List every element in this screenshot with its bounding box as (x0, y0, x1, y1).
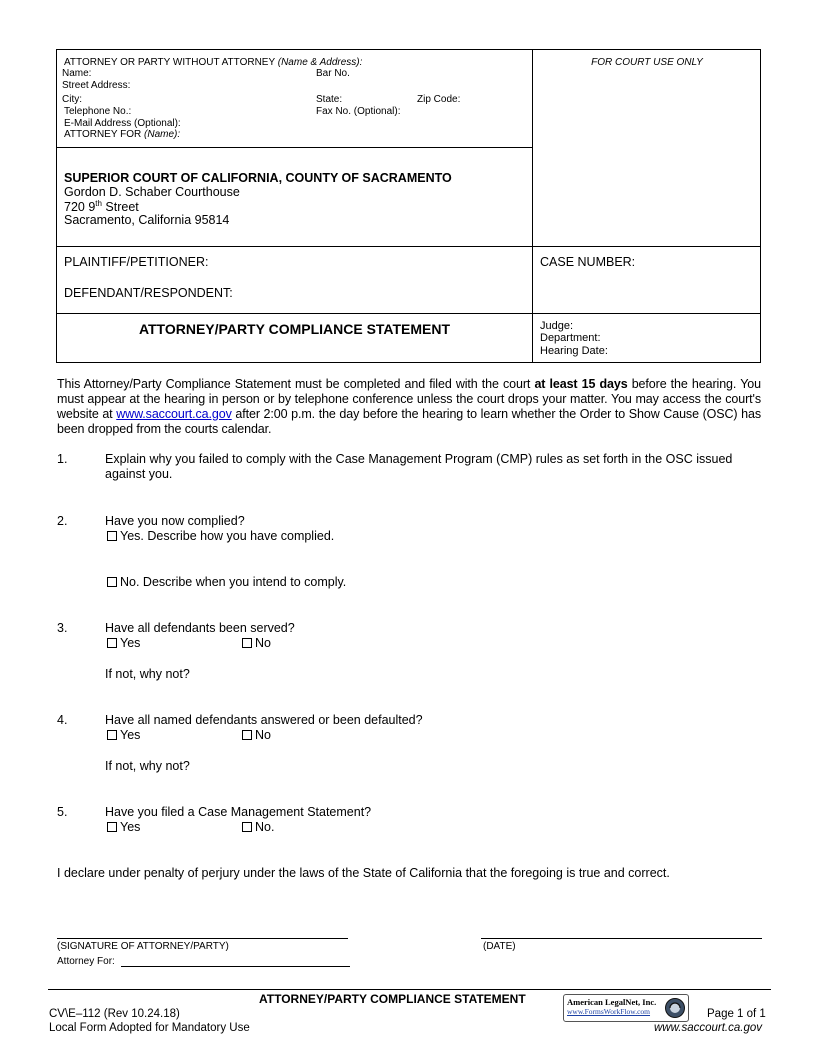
q4-text: Have all named defendants answered or been defaulted? (105, 713, 423, 727)
q5-yes-checkbox[interactable] (107, 822, 117, 832)
q5-no-checkbox[interactable] (242, 822, 252, 832)
q2-yes-option[interactable]: Yes. Describe how you have complied. (107, 529, 334, 544)
attorney-for-label: ATTORNEY FOR (Name): (64, 129, 181, 140)
q3-text: Have all defendants been served? (105, 621, 295, 635)
bar-no-label: Bar No. (316, 68, 350, 79)
q2-text: Have you now complied? (105, 514, 245, 528)
header-outer-box (56, 49, 761, 363)
attorney-for-line[interactable] (121, 966, 350, 967)
email-label: E-Mail Address (Optional): (64, 118, 181, 129)
divider-attorney-court (56, 147, 533, 148)
q3-no-option[interactable]: No (242, 636, 271, 651)
q1-number: 1. (57, 452, 68, 466)
plaintiff-label: PLAINTIFF/PETITIONER: (64, 255, 209, 269)
name-label: Name: (62, 68, 92, 79)
globe-icon (664, 997, 686, 1019)
q5-text: Have you filed a Case Management Statement? (105, 805, 372, 819)
q3-no-checkbox[interactable] (242, 638, 252, 648)
date-label: (DATE) (483, 941, 516, 952)
date-line[interactable] (481, 938, 762, 939)
form-id: CV\E–112 (Rev 10.24.18) (49, 1008, 180, 1020)
state-label: State: (316, 94, 343, 105)
department-label: Department: (540, 332, 601, 344)
footer-website: www.saccourt.ca.gov (654, 1022, 763, 1034)
q4-yes-checkbox[interactable] (107, 730, 117, 740)
q3-yes-option[interactable]: Yes (107, 636, 140, 651)
q4-no-checkbox[interactable] (242, 730, 252, 740)
signature-line[interactable] (57, 938, 348, 939)
divider-court-parties (56, 246, 761, 247)
q5-yes-option[interactable]: Yes (107, 820, 140, 835)
q5-number: 5. (57, 805, 68, 819)
q3-yes-checkbox[interactable] (107, 638, 117, 648)
q3-number: 3. (57, 621, 68, 635)
q2-no-option[interactable]: No. Describe when you intend to comply. (107, 575, 346, 590)
header-vertical-divider (532, 49, 533, 363)
form-title: ATTORNEY/PARTY COMPLIANCE STATEMENT (138, 321, 451, 337)
q5-no-option[interactable]: No. (242, 820, 274, 835)
page-number: Page 1 of 1 (707, 1008, 766, 1020)
phone-label: Telephone No.: (64, 106, 132, 117)
courthouse-name: Gordon D. Schaber Courthouse (64, 185, 240, 199)
q2-number: 2. (57, 514, 68, 528)
hearing-date-label: Hearing Date: (540, 345, 608, 357)
q3-why-label: If not, why not? (105, 667, 190, 681)
q2-yes-checkbox[interactable] (107, 531, 117, 541)
court-use-label: FOR COURT USE ONLY (591, 57, 703, 68)
logo-company: American LegalNet, Inc. (567, 997, 657, 1007)
logo-url: www.FormsWorkFlow.com (567, 1007, 651, 1016)
footer-title: ATTORNEY/PARTY COMPLIANCE STATEMENT (259, 992, 526, 1006)
attorney-for-sig-label: Attorney For: (57, 956, 115, 967)
fax-label: Fax No. (Optional): (316, 106, 401, 117)
adopted-label: Local Form Adopted for Mandatory Use (49, 1022, 250, 1034)
case-number-label: CASE NUMBER: (540, 255, 636, 269)
court-street: 720 9th Street (64, 199, 139, 215)
intro-paragraph: This Attorney/Party Compliance Statement must be completed and filed with the court at least 15 days before the hearing. You must appear at the hearing in person or by telephone conference unless the court drops your matter. You may access the court's website at www.saccourt.ca.gov after 2:00 p.m. the day before the hearing to learn whether the Order to Show Cause (OSC) has been dropped from the courts calendar. (57, 377, 761, 436)
q4-no-option[interactable]: No (242, 728, 271, 743)
q4-number: 4. (57, 713, 68, 727)
street-label: Street Address: (62, 80, 131, 91)
divider-parties-title (56, 313, 761, 314)
attorney-heading: ATTORNEY OR PARTY WITHOUT ATTORNEY (Name & Address): (64, 57, 363, 68)
q1-text: Explain why you failed to comply with the Case Management Program (CMP) rules as set forth in the OSC issued against you. (105, 452, 733, 481)
q2-no-checkbox[interactable] (107, 577, 117, 587)
footer-rule (48, 989, 771, 990)
judge-label: Judge: (540, 320, 574, 332)
declaration: I declare under penalty of perjury under the laws of the State of California that the foregoing is true and correct. (57, 866, 670, 880)
zip-label: Zip Code: (417, 94, 461, 105)
american-legalnet-logo[interactable] (563, 994, 689, 1022)
defendant-label: DEFENDANT/RESPONDENT: (64, 286, 233, 300)
city-label: City: (62, 94, 82, 105)
court-city: Sacramento, California 95814 (64, 213, 230, 227)
website-link[interactable]: www.saccourt.ca.gov (116, 407, 232, 421)
q4-yes-option[interactable]: Yes (107, 728, 140, 743)
q4-why-label: If not, why not? (105, 759, 190, 773)
signature-label: (SIGNATURE OF ATTORNEY/PARTY) (57, 941, 229, 952)
court-name: SUPERIOR COURT OF CALIFORNIA, COUNTY OF SACRAMENTO (64, 171, 452, 185)
